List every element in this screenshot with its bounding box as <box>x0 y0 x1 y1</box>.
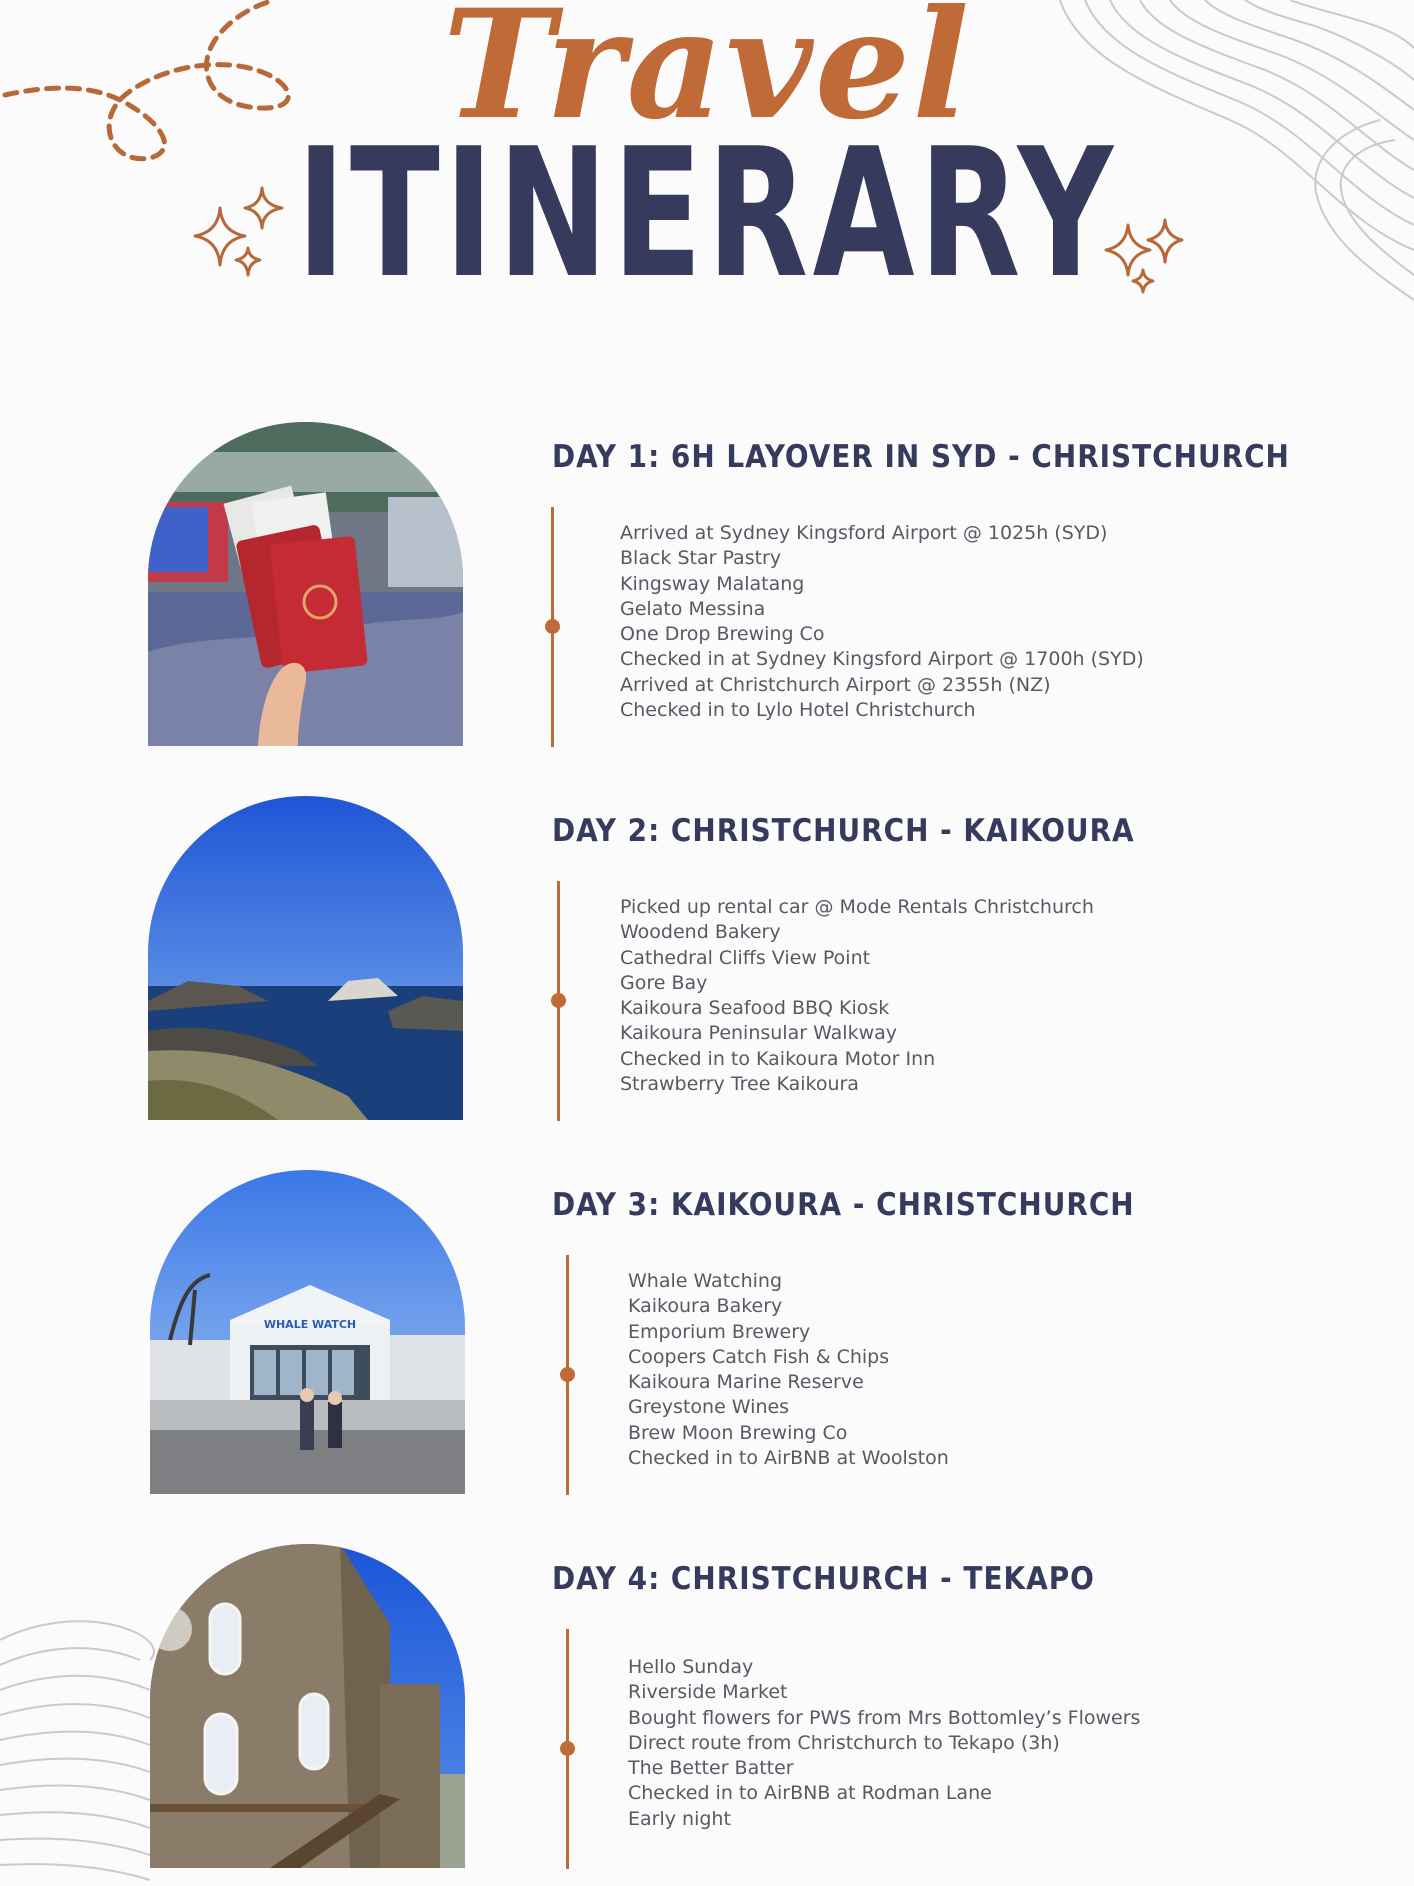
day-section <box>0 796 1414 1136</box>
list-item: Kaikoura Marine Reserve <box>628 1371 864 1394</box>
list-item: Gore Bay <box>620 971 708 994</box>
day-section <box>0 1544 1414 1884</box>
list-item: Black Star Pastry <box>620 547 782 570</box>
whale-watch-building-photo <box>150 1170 465 1494</box>
list-item: Direct route from Christchurch to Tekapo (3h) <box>628 1731 1060 1754</box>
list-item: Greystone Wines <box>628 1396 790 1419</box>
list-item: Woodend Bakery <box>620 921 781 944</box>
list-item: Checked in to AirBNB at Woolston <box>628 1447 949 1470</box>
list-item: Emporium Brewery <box>628 1320 811 1343</box>
timeline-dot <box>560 1741 575 1756</box>
airport-passports-photo <box>148 422 463 746</box>
title-script: Travel <box>442 0 972 153</box>
list-item: Checked in to Kaikoura Motor Inn <box>620 1047 936 1070</box>
list-item: Coopers Catch Fish & Chips <box>628 1345 890 1368</box>
list-item: Checked in to Lylo Hotel Christchurch <box>620 699 976 722</box>
list-item: Early night <box>628 1807 731 1830</box>
list-item: Kaikoura Peninsular Walkway <box>620 1022 898 1045</box>
list-item: Arrived at Christchurch Airport @ 2355h (NZ) <box>620 673 1051 696</box>
timeline-dot <box>551 993 566 1008</box>
list-item: One Drop Brewing Co <box>620 623 825 646</box>
day-activity-list <box>620 895 1094 1097</box>
list-item: Kingsway Malatang <box>620 572 805 595</box>
day-activity-list <box>628 1269 949 1471</box>
list-item: Hello Sunday <box>628 1656 754 1678</box>
day-activity-list <box>628 1655 1140 1832</box>
day-title: DAY 4: CHRISTCHURCH - TEKAPO <box>552 1561 1095 1597</box>
list-item: Checked in to AirBNB at Rodman Lane <box>628 1782 992 1805</box>
list-item: Riverside Market <box>628 1681 788 1704</box>
list-item: Brew Moon Brewing Co <box>628 1421 848 1444</box>
page-title: ITINERARY <box>296 110 1118 317</box>
list-item: The Better Batter <box>628 1757 794 1780</box>
whale-watch-sign: WHALE WATCH <box>263 1318 357 1331</box>
list-item: Kaikoura Bakery <box>628 1295 783 1318</box>
list-item: Bought flowers for PWS from Mrs Bottomley’s Flowers <box>628 1706 1141 1729</box>
coastline-photo <box>148 796 463 1120</box>
timeline-dot <box>545 619 560 634</box>
day-title: DAY 3: KAIKOURA - CHRISTCHURCH <box>552 1187 1135 1223</box>
day-title: DAY 2: CHRISTCHURCH - KAIKOURA <box>552 813 1135 849</box>
day-section <box>0 422 1414 762</box>
day-activity-list <box>620 521 1144 723</box>
wooden-building-photo <box>150 1544 465 1868</box>
list-item: Cathedral Cliffs View Point <box>620 946 871 969</box>
day-section <box>0 1170 1414 1510</box>
list-item: Checked in at Sydney Kingsford Airport @ 1700h (SYD) <box>620 648 1144 671</box>
list-item: Gelato Messina <box>620 597 766 620</box>
list-item: Kaikoura Seafood BBQ Kiosk <box>620 997 890 1020</box>
list-item: Picked up rental car @ Mode Rentals Christchurch <box>620 896 1094 918</box>
list-item: Strawberry Tree Kaikoura <box>620 1073 859 1096</box>
list-item: Whale Watching <box>628 1270 783 1292</box>
day-title: DAY 1: 6H LAYOVER IN SYD - CHRISTCHURCH <box>552 439 1290 475</box>
list-item: Arrived at Sydney Kingsford Airport @ 1025h (SYD) <box>620 522 1108 544</box>
timeline-dot <box>560 1367 575 1382</box>
